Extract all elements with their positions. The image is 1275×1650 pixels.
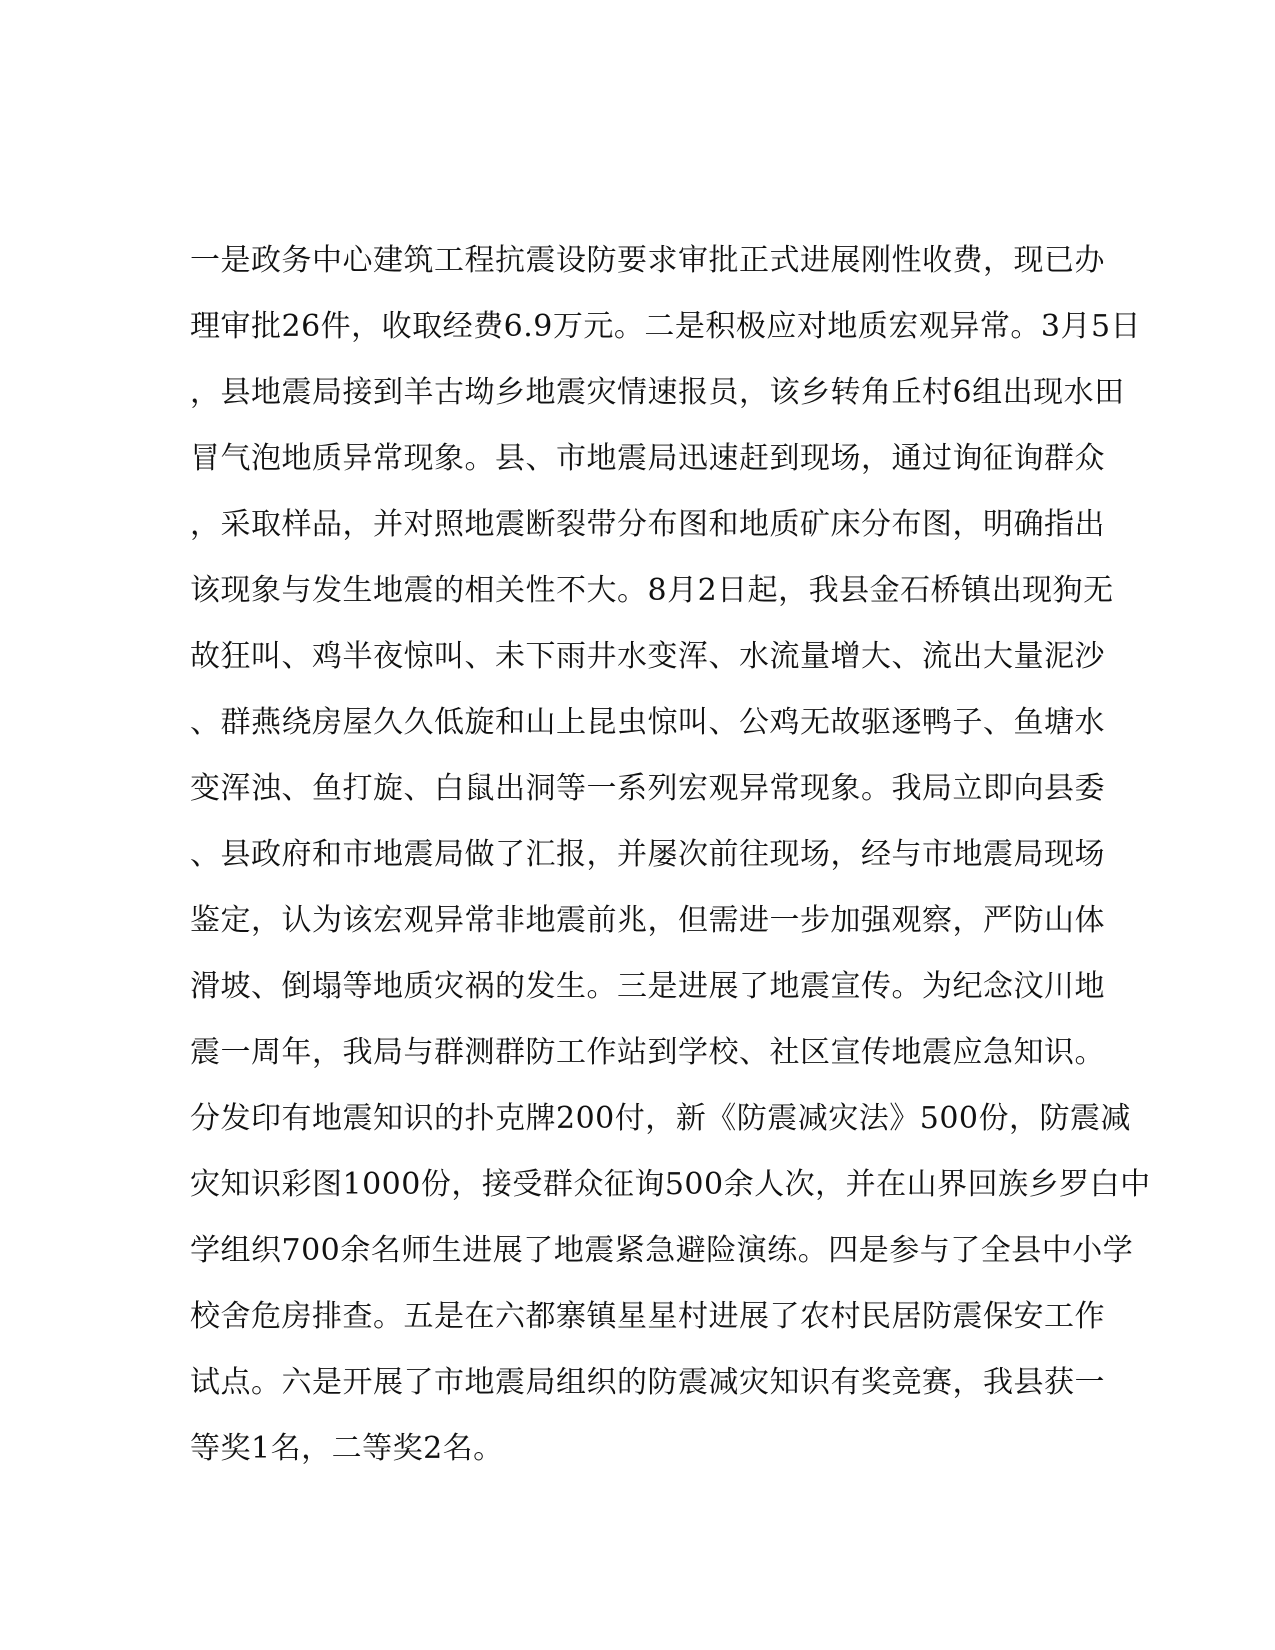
- text-line-4: 冒气泡地质异常现象。县、市地震局迅速赶到现场，通过询征询群众: [190, 441, 1105, 476]
- text-line-13: 震一周年，我局与群测群防工作站到学校、社区宣传地震应急知识。: [190, 1035, 1105, 1070]
- text-line-14: 分发印有地震知识的扑克牌200付，新《防震减灾法》500份，防震减: [190, 1101, 1132, 1136]
- text-line-10: 、县政府和市地震局做了汇报，并屡次前往现场，经与市地震局现场: [190, 837, 1105, 872]
- text-line-19: 等奖1名，二等奖2名。: [190, 1431, 504, 1466]
- text-line-8: 、群燕绕房屋久久低旋和山上昆虫惊叫、公鸡无故驱逐鸭子、鱼塘水: [190, 705, 1105, 740]
- text-line-18: 试点。六是开展了市地震局组织的防震减灾知识有奖竞赛，我县获一: [190, 1365, 1105, 1400]
- text-line-2: 理审批26件，收取经费6.9万元。二是积极应对地质宏观异常。3月5日: [190, 309, 1142, 344]
- text-line-3: ，县地震局接到羊古坳乡地震灾情速报员，该乡转角丘村6组出现水田: [190, 375, 1125, 410]
- text-line-7: 故狂叫、鸡半夜惊叫、未下雨井水变浑、水流量增大、流出大量泥沙: [190, 639, 1105, 674]
- text-line-16: 学组织700余名师生进展了地震紧急避险演练。四是参与了全县中小学: [190, 1233, 1134, 1268]
- text-line-1: 一是政务中心建筑工程抗震设防要求审批正式进展刚性收费，现已办: [190, 243, 1105, 278]
- text-line-15: 灾知识彩图1000份，接受群众征询500余人次，并在山界回族乡罗白中: [190, 1167, 1151, 1202]
- text-line-6: 该现象与发生地震的相关性不大。8月2日起，我县金石桥镇出现狗无: [190, 573, 1114, 608]
- text-line-9: 变浑浊、鱼打旋、白鼠出洞等一系列宏观异常现象。我局立即向县委: [190, 771, 1105, 806]
- text-line-5: ，采取样品，并对照地震断裂带分布图和地质矿床分布图，明确指出: [190, 507, 1105, 542]
- text-line-12: 滑坡、倒塌等地质灾祸的发生。三是进展了地震宣传。为纪念汶川地: [190, 969, 1105, 1004]
- body-paragraph: [190, 228, 1151, 1482]
- text-line-17: 校舍危房排查。五是在六都寨镇星星村进展了农村民居防震保安工作: [190, 1299, 1105, 1334]
- text-line-11: 鉴定，认为该宏观异常非地震前兆，但需进一步加强观察，严防山体: [190, 903, 1105, 938]
